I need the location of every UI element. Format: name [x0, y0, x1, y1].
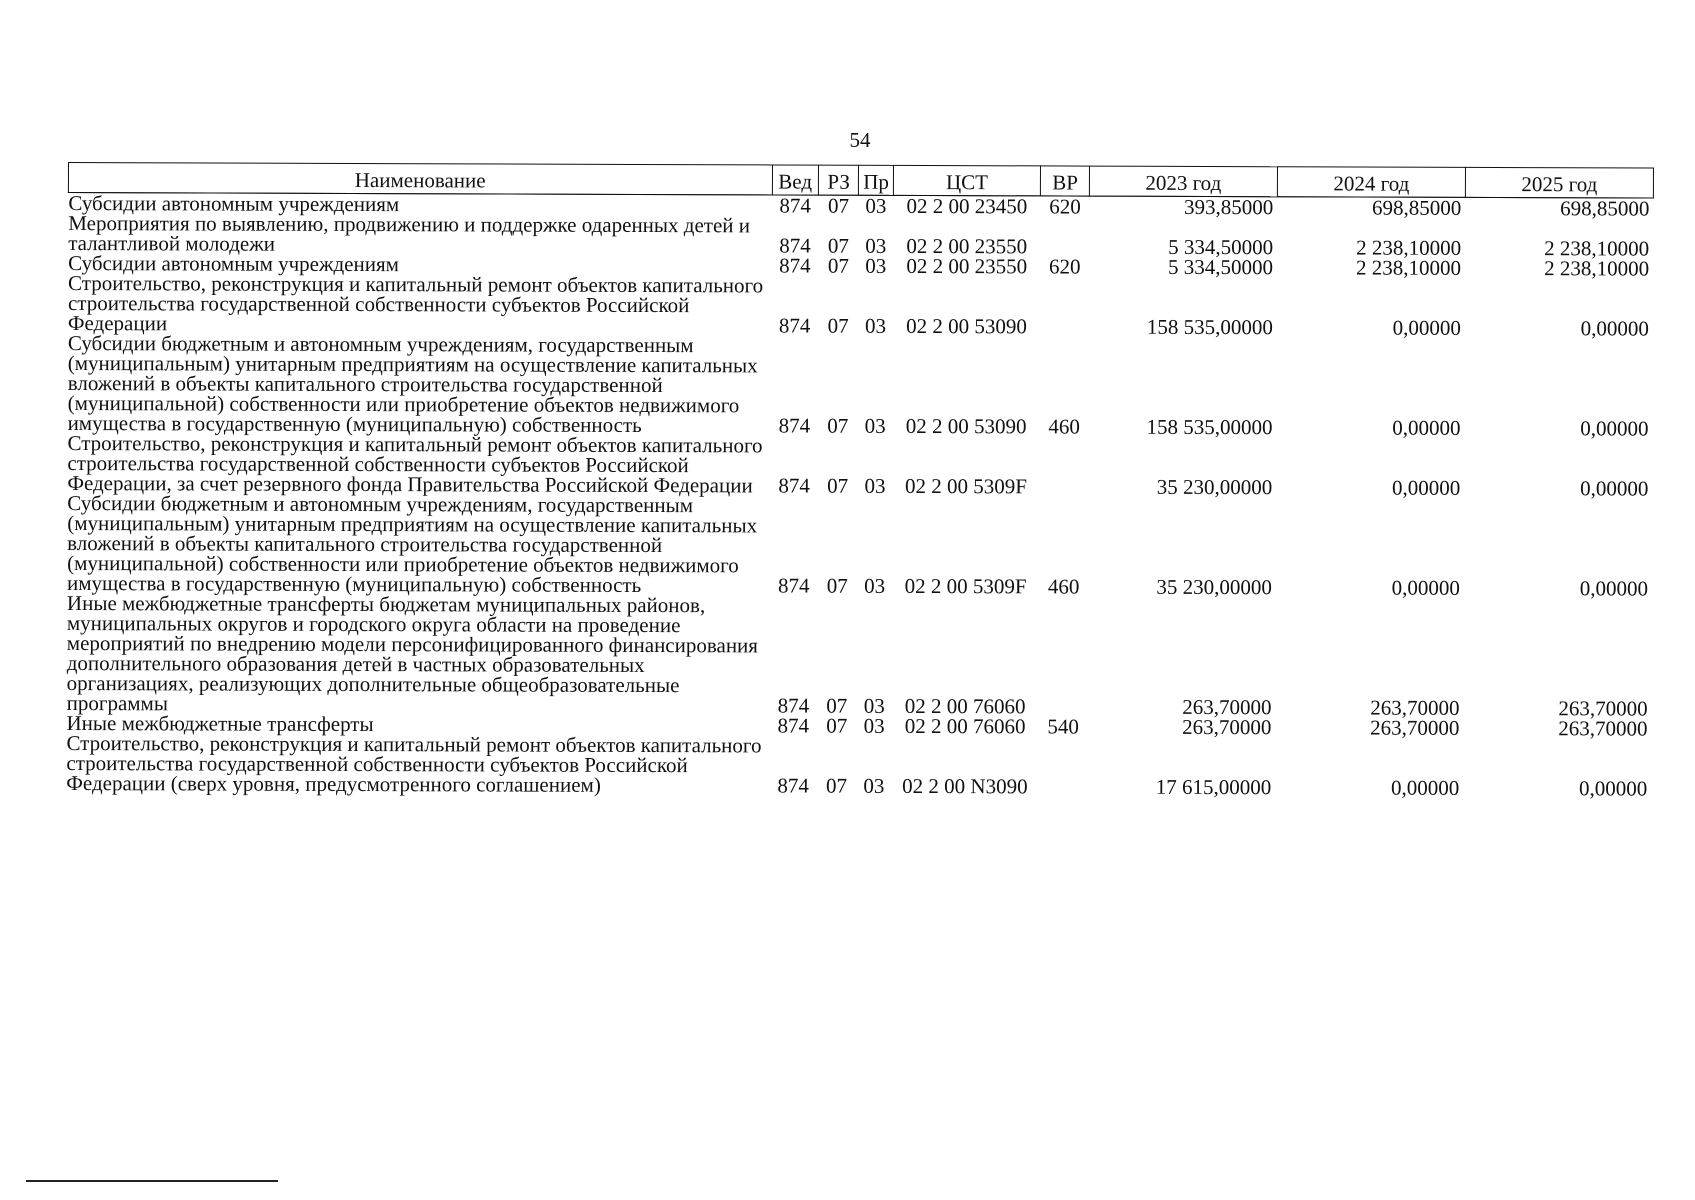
row-rz: 07	[826, 693, 848, 718]
row-2024: 0,00000	[1390, 775, 1460, 800]
row-vr: 620	[1048, 254, 1081, 279]
row-cst: 02 2 00 53090	[906, 313, 1027, 339]
row-2024: 0,00000	[1391, 575, 1460, 600]
row-ved: 874	[778, 413, 811, 438]
row-2023: 35 230,00000	[1156, 474, 1273, 500]
row-vr	[1040, 276, 1089, 336]
row-cst: 02 2 00 76060	[904, 693, 1026, 719]
row-vr: 540	[1047, 714, 1079, 739]
row-2023: 158 535,00000	[1146, 314, 1273, 340]
row-pr: 03	[864, 413, 886, 438]
row-2025: 0,00000	[1580, 476, 1649, 501]
row-rz: 07	[826, 713, 848, 738]
row-2024: 0,00000	[1392, 415, 1461, 440]
column-header-name: Наименование	[68, 163, 772, 195]
row-vr: 620	[1049, 194, 1081, 219]
row-pr: 03	[863, 693, 885, 718]
row-cst: 02 2 00 23450	[906, 193, 1028, 219]
row-2024: 263,70000	[1370, 715, 1460, 740]
row-2024: 2 238,10000	[1356, 235, 1462, 260]
row-rz: 07	[828, 193, 850, 218]
row-vr: 460	[1047, 574, 1080, 599]
row-pr: 03	[865, 193, 887, 218]
row-cst: 02 2 00 53090	[905, 413, 1027, 439]
row-2025: 2 238,10000	[1544, 236, 1650, 261]
table-row	[67, 593, 1652, 719]
row-ved: 874	[777, 773, 809, 798]
row-vr	[1040, 436, 1089, 496]
row-ved: 874	[777, 713, 810, 738]
row-2023: 5 334,50000	[1168, 234, 1274, 260]
row-rz: 07	[827, 253, 849, 278]
row-2023: 35 230,00000	[1156, 574, 1272, 600]
row-2024: 698,85000	[1371, 195, 1462, 220]
row-ved: 874	[778, 313, 811, 338]
row-rz: 07	[827, 413, 849, 438]
row-pr: 03	[864, 473, 886, 498]
row-rz: 07	[826, 773, 848, 798]
row-ved: 874	[777, 693, 810, 718]
row-2023: 263,70000	[1182, 714, 1272, 740]
table-row	[68, 333, 1653, 439]
row-2025: 0,00000	[1579, 776, 1648, 801]
row-vr	[1039, 596, 1088, 716]
row-cst: 02 2 00 23550	[906, 253, 1028, 279]
row-2023: 17 615,00000	[1155, 774, 1272, 800]
row-ved: 874	[779, 233, 811, 258]
row-2025: 0,00000	[1580, 416, 1649, 441]
table-row	[68, 273, 1653, 339]
row-pr: 03	[863, 773, 885, 798]
footnote-separator	[26, 1180, 278, 1182]
column-header-pr: Пр	[859, 165, 893, 195]
column-header-cst: ЦСТ	[893, 165, 1041, 196]
column-header-vr: ВР	[1041, 166, 1090, 196]
column-header-ved: Вед	[772, 165, 819, 195]
row-name: Иные межбюджетные трансферты	[66, 710, 374, 737]
row-cst: 02 2 00 5309F	[904, 473, 1027, 499]
row-2024: 0,00000	[1392, 315, 1461, 340]
row-name: Субсидии бюджетным и автономным учреждениям, государственным (муниципальным) унитарным предприятиям на осуществление капитальных вложений в объекты капитального строительства государственной (муниципальной) собственности или приобретение объектов недвижимого имущества в государственную (муниципальную) собственность	[66, 490, 758, 598]
row-2025: 2 238,10000	[1544, 256, 1650, 281]
table-body	[66, 193, 1653, 799]
row-name: Строительство, реконструкция и капитальный ремонт объектов капитального строительства государственной собственности субъектов Российской Федерации, за счет резервного фонда Правительства Российской Федерации	[67, 431, 763, 498]
row-pr: 03	[865, 253, 887, 278]
row-2023: 263,70000	[1182, 694, 1272, 720]
row-ved: 874	[779, 253, 811, 278]
row-2025: 698,85000	[1560, 196, 1650, 221]
row-name: Иные межбюджетные трансферты бюджетам муниципальных районов, муниципальных округов и городского округа области на проведение мероприятий по внедрению модели персонифицированного финансирования дополнительного образования детей в частных образовательных организациях, реализующих дополнительные общеобразовательные программы	[66, 590, 759, 716]
row-name: Мероприятия по выявлению, продвижению и поддержке одаренных детей и талантливой молодежи	[68, 211, 751, 256]
row-pr: 03	[865, 233, 887, 258]
row-2025: 263,70000	[1558, 696, 1648, 721]
table-row	[67, 493, 1652, 599]
row-2025: 0,00000	[1579, 576, 1649, 601]
row-name: Субсидии бюджетным и автономным учреждениям, государственным (муниципальным) унитарным предприятиям на осуществление капитальных вложений в объекты капитального строительства государственной (муниципальной) собственности или приобретение объектов недвижимого имущества в государственную (муниципальную) собственность	[67, 331, 758, 438]
row-vr	[1039, 736, 1088, 796]
row-rz: 07	[827, 473, 849, 498]
row-cst: 02 2 00 N3090	[902, 773, 1028, 799]
row-name: Субсидии автономным учреждениям	[68, 191, 400, 217]
row-2023: 158 535,00000	[1146, 414, 1273, 440]
column-header-2024: 2024 год	[1277, 167, 1465, 198]
budget-table	[66, 162, 1654, 799]
row-name: Субсидии автономным учреждениям	[68, 251, 399, 277]
column-header-2025: 2025 год	[1465, 167, 1653, 198]
row-vr	[1041, 216, 1090, 256]
row-rz: 07	[827, 233, 849, 258]
row-pr: 03	[864, 573, 886, 598]
row-vr: 460	[1048, 414, 1080, 439]
row-pr: 03	[865, 313, 887, 338]
row-2024: 0,00000	[1392, 475, 1461, 500]
row-2025: 0,00000	[1580, 316, 1649, 341]
row-rz: 07	[826, 573, 848, 598]
row-2023: 393,85000	[1183, 194, 1274, 220]
row-2025: 263,70000	[1558, 716, 1648, 741]
row-pr: 03	[863, 713, 885, 738]
page-number: 54	[849, 128, 871, 152]
row-name: Строительство, реконструкция и капитальный ремонт объектов капитального строительства государственной собственности субъектов Российской Федерации (сверх уровня, предусмотренного соглашением)	[66, 730, 762, 797]
row-2024: 2 238,10000	[1356, 255, 1462, 280]
table-row	[67, 433, 1652, 499]
row-name: Строительство, реконструкция и капитальный ремонт объектов капитального строительства государственной собственности субъектов Российской Федерации	[67, 271, 764, 336]
row-2024: 263,70000	[1370, 695, 1460, 720]
table-row	[66, 733, 1651, 799]
row-cst: 02 2 00 23550	[906, 233, 1028, 259]
row-cst: 02 2 00 76060	[904, 713, 1026, 739]
column-header-rz: РЗ	[818, 165, 859, 195]
column-header-2023: 2023 год	[1089, 166, 1277, 197]
row-2023: 5 334,50000	[1168, 254, 1274, 280]
row-ved: 874	[777, 573, 810, 598]
row-ved: 874	[778, 473, 810, 498]
row-cst: 02 2 00 5309F	[904, 573, 1027, 599]
row-ved: 874	[779, 193, 811, 218]
row-rz: 07	[827, 313, 849, 338]
